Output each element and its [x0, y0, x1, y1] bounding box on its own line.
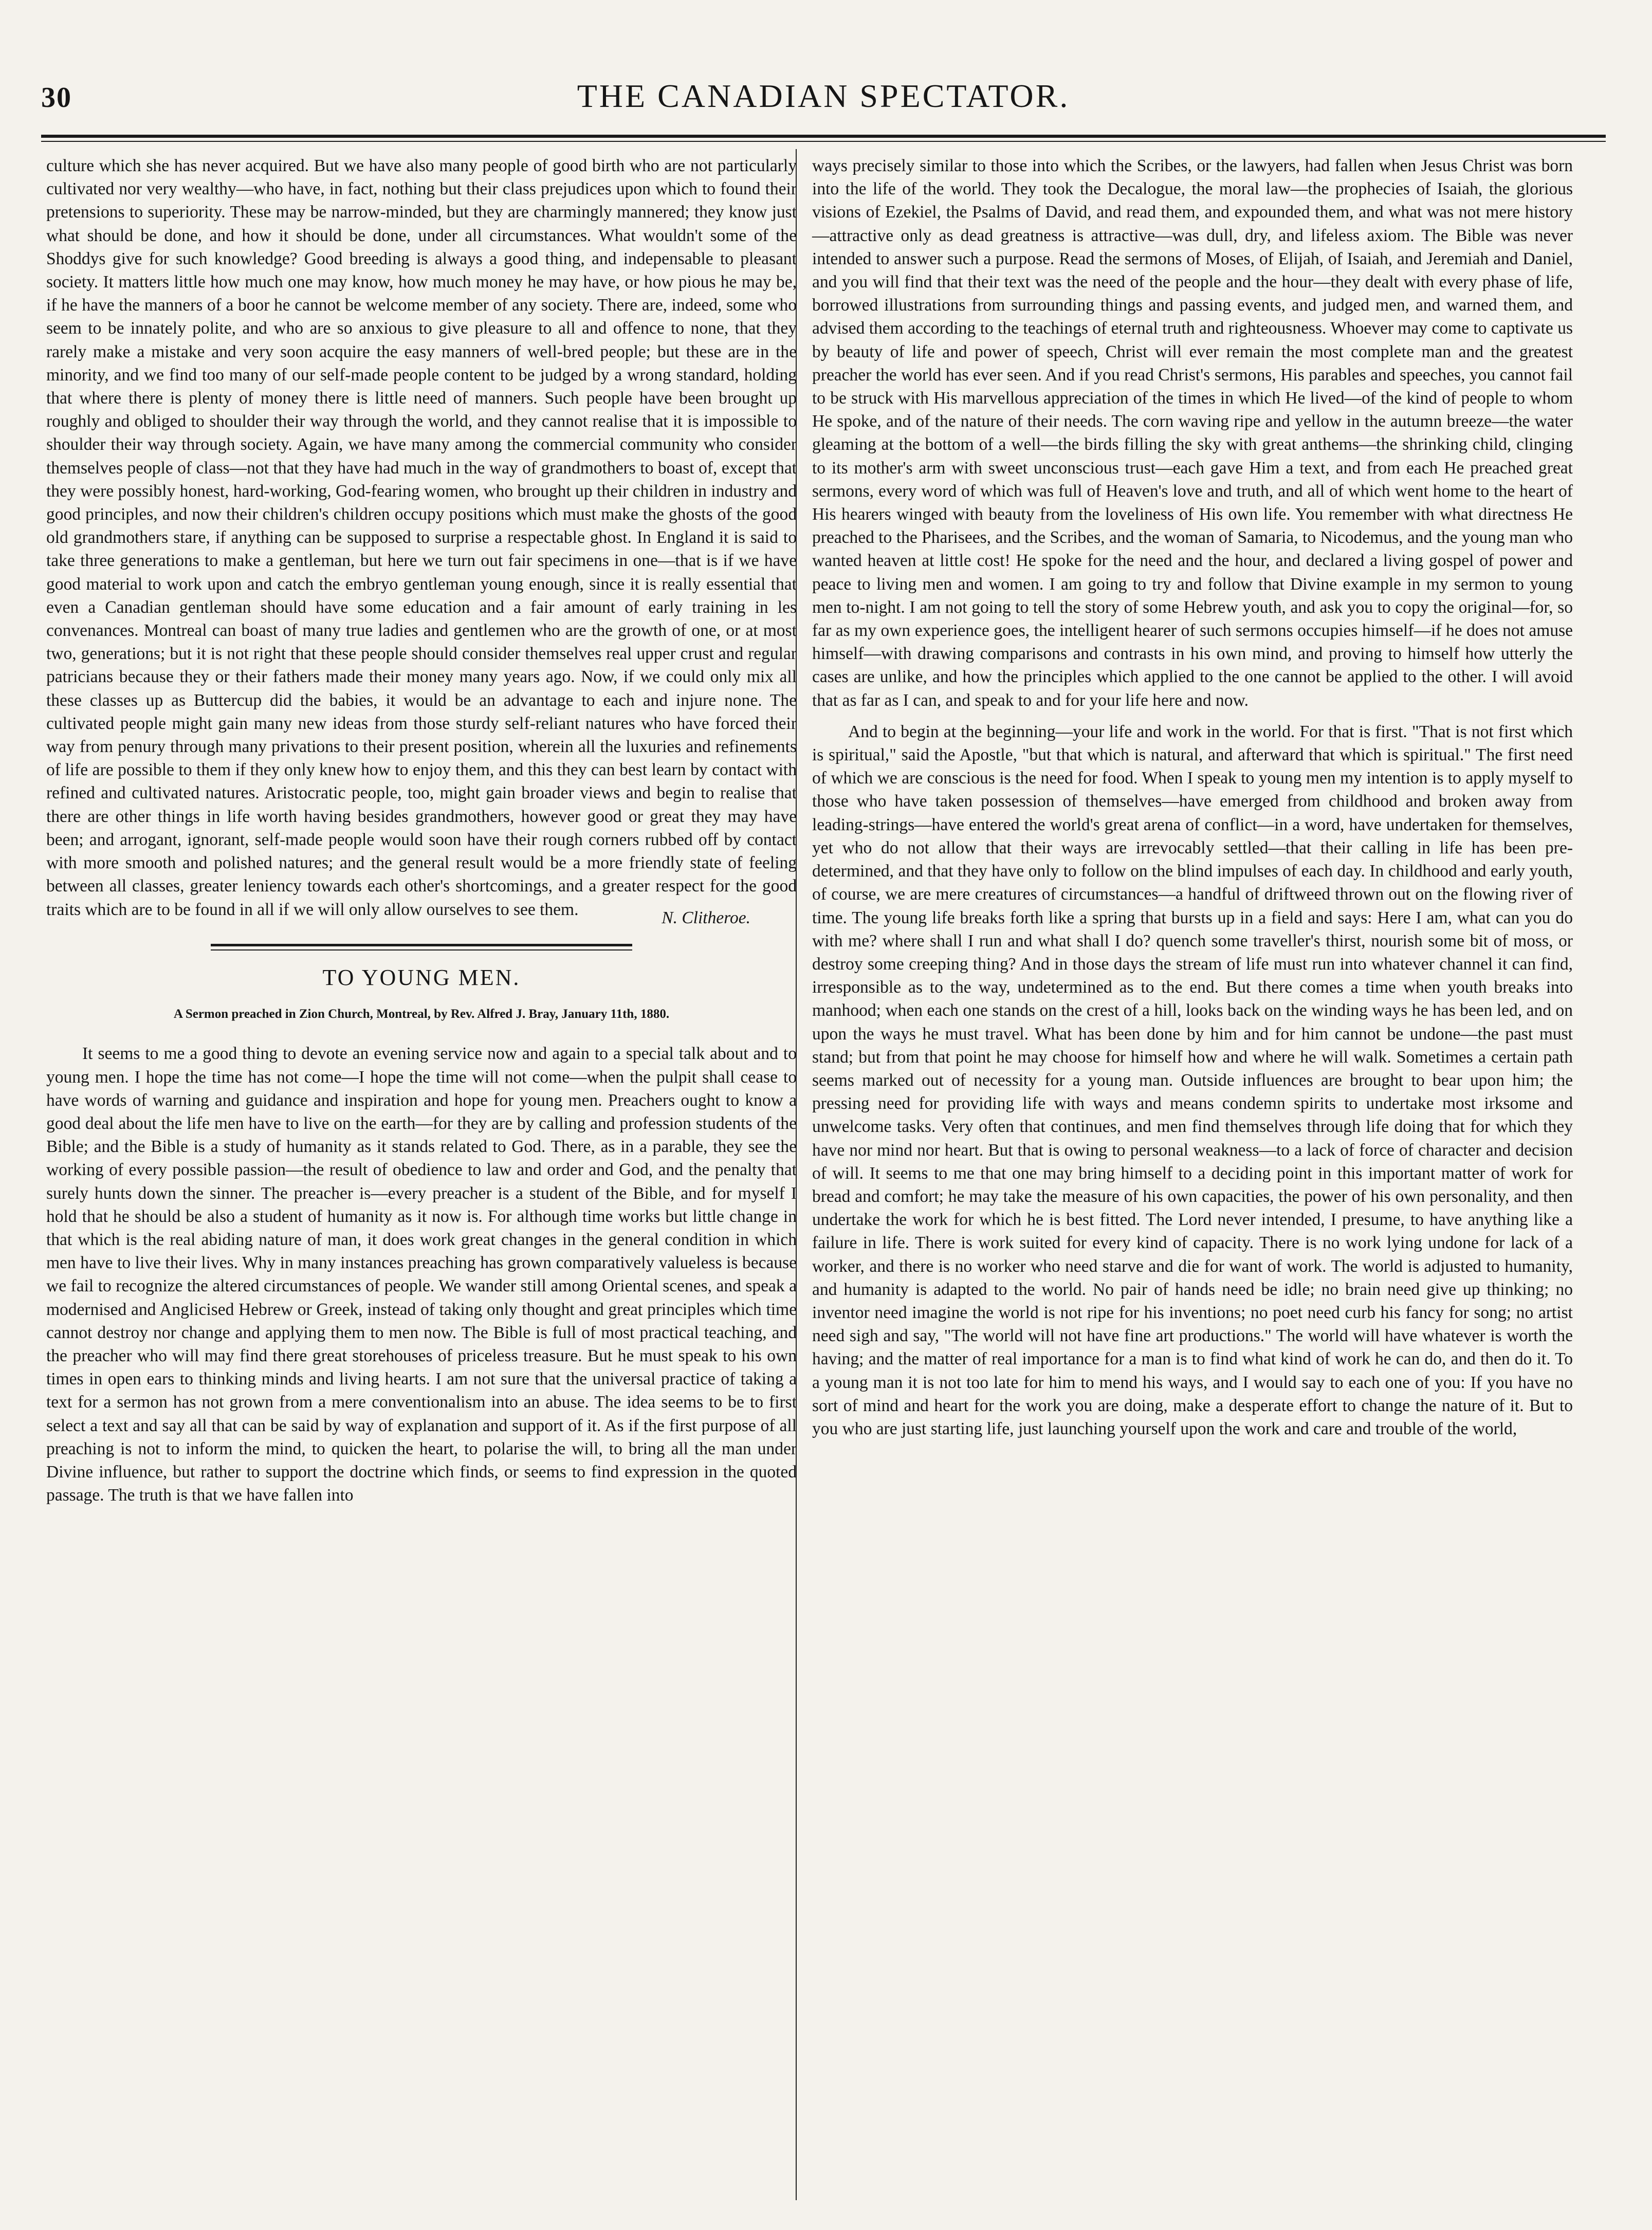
section-rule-thin	[211, 949, 632, 951]
header-rule	[41, 135, 1606, 138]
header-rule-thin	[41, 141, 1606, 142]
masthead-title: THE CANADIAN SPECTATOR.	[577, 78, 1070, 114]
page-number: 30	[41, 82, 72, 114]
page-header	[41, 77, 1606, 134]
section-title: TO YOUNG MEN.	[322, 964, 521, 990]
author-signature: N. Clitheroe.	[662, 908, 750, 927]
article-continuation: culture which she has never acquired. But we have also many people of good birth who are not particularly cultivated nor very wealthy—who have, in fact, nothing but their class prejudices upon which to found their pretensions to superiority. These may be narrow-minded, but they are charmingly mannered; they know just what should be done, and how it should be done, under all circumstances. What wouldn't some of the Shoddys give for such knowledge? Good breeding is always a good thing, and indepensable to pleasant society. It matters little how much one may know, how much money he may have, or how pious he may be, if he have the manners of a boor he cannot be welcome member of any society. There are, indeed, some who seem to be innately polite, and who are so anxious to give pleasure to all and offence to none, that they rarely make a mistake and very soon acquire the easy manners of well-bred people; but these are in the minority, and we find too many of our self-made people content to be judged by a wrong standard, holding that where there is plenty of money there is little need of manners. Such people have been brought up roughly and obliged to shoulder their way through the world, and they cannot realise that it is impossible to shoulder their way through society. Again, we have many among the commercial community who consider themselves people of class—not that they have had much in the way of grandmothers to boast of, except that they were possibly honest, hard-working, God-fearing women, who brought up their children in industry and good principles, and now their children's children occupy positions which must make the ghosts of the good old grandmothers stare, if anything can be supposed to surprise a respectable ghost. In England it is said to take three generations to make a gentleman, but here we turn out fair specimens in one—that is if we have good material to work upon and catch the embryo gentleman young enough, since it is really essential that even a Canadian gentleman should have some education and a fair amount of early training in les convenances. Montreal can boast of many true ladies and gentlemen who are the growth of one, or at most two, generations; but it is not right that these people should consider themselves real upper crust and regular patricians because they or their fathers made their money many years ago. Now, if we could only mix all these classes up as Buttercup did the babies, it would be an advantage to each and injure none. The cultivated people might gain many new ideas from those sturdy self-reliant natures who have forced their way from penury through many privations to their present position, wherein all the luxuries and refinements of life are possible to them if they only knew how to enjoy them, and this they can best learn by contact with refined and cultivated natures. Aristocratic people, too, might gain broader views and begin to realise that there are other things in life worth having besides grandmothers, however good or great they may have been; and arrogant, ignorant, self-made people would soon have their rough corners rubbed off by contact with more smooth and polished natures; and the general result would be a more friendly state of feeling between all classes, greater leniency towards each other's shortcomings, and a greater respect for the good traits which are to be found in all if we will only allow ourselves to see them.	[46, 156, 797, 919]
section-rule	[211, 944, 632, 946]
section-subtitle: A Sermon preached in Zion Church, Montreal, by Rev. Alfred J. Bray, January 11th, 1880.	[173, 1007, 670, 1021]
sermon-paragraph: It seems to me a good thing to devote an evening service now and again to a special talk about and to young men. I hope the time has not come—I hope the time will not come—when the pulpit shall cease to have words of warning and guidance and inspiration and hope for young men. Preachers ought to know a good deal about the life men have to live on the earth—for they are by calling and profession students of the Bible; and the Bible is a study of humanity as it stands related to God. There, as in a parable, they see the working of every possible passion—the result of obedience to law and order and God, and the penalty that surely hunts down the sinner. The preacher is—every preacher is a student of the Bible, and for myself I hold that he should be also a student of humanity as it now is. For although time works but little change in that which is the real abiding nature of man, it does work great changes in the general condition in which men have to live their lives. Why in many instances preaching has grown comparatively valueless is because we fail to recognize the altered circumstances of people. We wander still among Oriental scenes, and speak a modernised and Anglicised Hebrew or Greek, instead of taking only thought and great principles which time cannot destroy nor change and applying them to men now. The Bible is full of most practical teaching, and the preacher who will may find there great storehouses of priceless treasure. But he must speak to his own times in open ears to thinking minds and living hearts. I am not sure that the universal practice of taking a text for a sermon has not grown from a mere conventionalism into an abuse. The idea seems to be to first select a text and say all that can be said by way of explanation and support of it. As if the first purpose of all preaching is not to inform the mind, to quicken the heart, to polarise the will, to bring all the man under Divine influence, but rather to support the doctrine which finds, or seems to find expression in the quoted passage. The truth is that we have fallen into	[46, 1044, 797, 1505]
right-column	[812, 154, 1573, 1449]
sermon-paragraph-continued: ways precisely similar to those into which the Scribes, or the lawyers, had fallen when Jesus Christ was born into the life of the world. They took the Decalogue, the moral law—the prophecies of Isaiah, the glorious visions of Ezekiel, the Psalms of David, and read them, and expounded them, and what was not mere history—attractive only as dead greatness is attractive—was dull, dry, and lifeless axiom. The Bible was never intended to answer such a purpose. Read the sermons of Moses, of Elijah, of Isaiah, and Jeremiah and Daniel, and you will find that their text was the need of the people and the hour—they dealt with every phase of life, borrowed illustrations from surrounding things and passing events, and judged men, and warned them, and advised them according to the teachings of eternal truth and righteousness. Whoever may come to captivate us by beauty of life and power of speech, Christ will ever remain the most complete man and the greatest preacher the world has ever seen. And if you read Christ's sermons, His parables and speeches, you cannot fail to be struck with His marvellous appreciation of the times in which He lived—of the kind of people to whom He spoke, and of the nature of their needs. The corn waving ripe and yellow in the autumn breeze—the water gleaming at the bottom of a well—the birds filling the sky with great anthems—the shrinking child, clinging to its mother's arm with sweet unconscious trust—each gave Him a text, and from each He preached great sermons, every word of which was full of Heaven's love and truth, and all of which went home to the heart of His hearers winged with beauty from the loveliness of His own life. You remember with what directness He preached to the Pharisees, and the Scribes, and the woman of Samaria, to Nicodemus, and the young man who wanted heaven at little cost! He spoke for the need and the hour, and declared a living gospel of power and peace to living men and women. I am going to try and follow that Divine example in my sermon to young men to-night. I am not going to tell the story of some Hebrew youth, and ask you to copy the original—for, so far as my own experience goes, the intelligent hearer of such sermons occupies himself—if he does not amuse himself—with drawing comparisons and contrasts in his own mind, and proving to himself how utterly the cases are unlike, and how the principles which applied to the one cannot be applied to the other. I will avoid that as far as I can, and speak to and for your life here and now.	[812, 156, 1573, 710]
sermon-paragraph-life-and-work: And to begin at the beginning—your life and work in the world. For that is first. "That is not first which is spiritual," said the Apostle, "but that which is natural, and afterward that which is spiritual." The first need of which we are conscious is the need for food. When I speak to young men my intention is to apply myself to those who have taken possession of themselves—have emerged from childhood and broken away from leading-strings—have entered the world's great arena of conflict—in a word, have undertaken for themselves, yet who do not allow that their ways are irrevocably settled—that their calling in life has been pre-determined, and that they have only to follow on the blind impulses of each day. In childhood and early youth, of course, we are mere creatures of circumstances—a handful of driftweed thrown out on the flowing river of time. The young life breaks forth like a spring that bursts up in a field and says: Here I am, what can you do with me? where shall I run and what shall I do? quench some traveller's thirst, nourish some bit of moss, or destroy some creeping thing? And in those days the stream of life must run into whatever channel it can find, irresponsible as to the way, undetermined as to the end. But there comes a time when youth breaks into manhood; when each one stands on the crest of a hill, looks back on the winding ways he has been led, and on upon the ways he must travel. What has been done by him and for him cannot be undone—the past must stand; but from that point he may choose for himself how and where he will walk. Sometimes a certain path seems marked out of necessity for a young man. Outside influences are brought to bear upon him; the pressing need for providing life with ways and means condemn spirits to undertake most irksome and unwelcome tasks. Very often that continues, and men find themselves through life doing that for which they have nor mind nor heart. But that is owing to personal weakness—to a lack of force of character and decision of will. It seems to me that one may bring himself to a deciding point in this important matter of work for bread and comfort; he may take the measure of his own capacities, the power of his own personality, and then undertake the work for which he is best fitted. The Lord never intended, I presume, to have anything like a failure in life. There is work suited for every kind of capacity. There is no work lying undone for lack of a worker, and there is no worker who need starve and die for want of work. The world is adjusted to humanity, and humanity is adapted to the world. No pair of hands need be idle; no brain need give up thinking; no inventor need imagine the world is not ripe for his inventions; no poet need curb his fancy for song; no artist need sigh and say, "The world will not have fine art productions." The world will have whatever is worth the having; and the matter of real importance for a man is to find what kind of work he can do, and then do it. To a young man it is not too late for him to mend his ways, and I would say to each one of you: If you have no sort of mind and heart for the work you are doing, make a desperate effort to change the nature of it. But to you who are just starting life, just launching yourself upon the work and care and trouble of the world,	[812, 722, 1573, 1438]
left-column	[46, 154, 797, 1515]
